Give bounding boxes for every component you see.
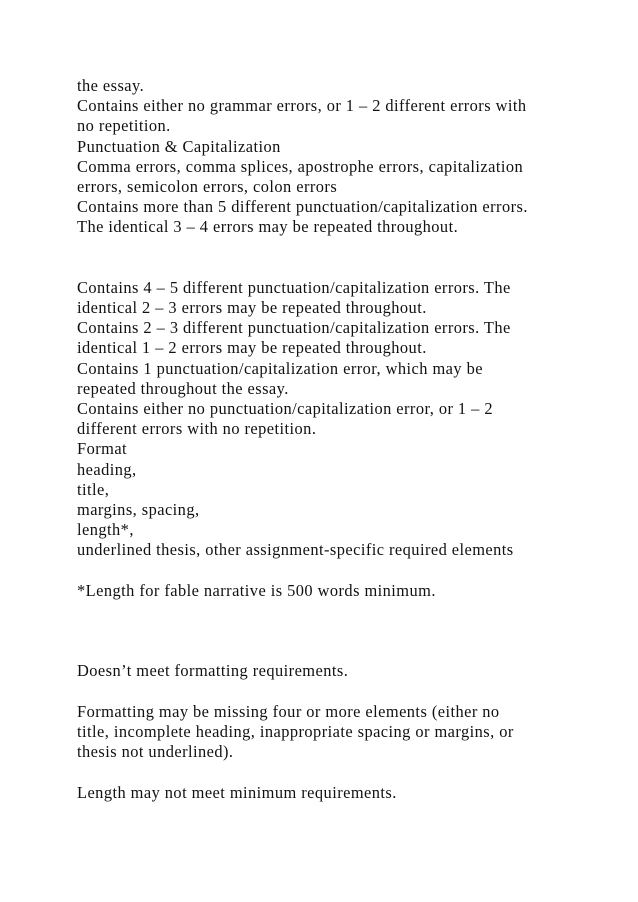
text-line: Contains 2 – 3 different punctuation/capitalization errors. The xyxy=(77,318,511,338)
blank-line xyxy=(77,762,577,782)
blank-line xyxy=(77,682,577,702)
text-line: underlined thesis, other assignment-specific required elements xyxy=(77,540,514,560)
blank-line xyxy=(77,238,577,258)
text-line: Format xyxy=(77,439,128,459)
text-line: The identical 3 – 4 errors may be repeated throughout. xyxy=(77,217,459,237)
text-line: title, incomplete heading, inappropriate spacing or margins, or xyxy=(77,722,514,741)
text-line: Comma errors, comma splices, apostrophe errors, capitalization xyxy=(77,156,524,176)
text-line: no repetition. xyxy=(77,116,171,136)
text-line: Contains either no grammar errors, or 1 – 2 different errors with xyxy=(77,96,527,116)
text-line: identical 2 – 3 errors may be repeated throughout. xyxy=(77,298,427,318)
text-line: errors, semicolon errors, colon errors xyxy=(77,176,338,196)
text-line: title, xyxy=(77,479,110,499)
text-line: Contains either no punctuation/capitalization error, or 1 – 2 xyxy=(77,399,493,418)
text-line: repeated throughout the essay. xyxy=(77,378,289,398)
text-line: Contains 1 punctuation/capitalization error, which may be xyxy=(77,358,483,378)
text-line: heading, xyxy=(77,459,137,479)
text-line: different errors with no repetition. xyxy=(77,419,317,439)
blank-line xyxy=(77,641,577,661)
text-line: Contains 4 – 5 different punctuation/capitalization errors. The xyxy=(77,277,511,297)
blank-line xyxy=(77,601,577,621)
text-line: *Length for fable narrative is 500 words minimum. xyxy=(77,580,436,600)
text-line: the essay. xyxy=(77,76,145,95)
text-line: Length may not meet minimum requirements. xyxy=(77,782,397,802)
text-line: Punctuation & Capitalization xyxy=(77,136,281,156)
text-line: thesis not underlined). xyxy=(77,742,234,762)
blank-line xyxy=(77,258,577,278)
text-line: identical 1 – 2 errors may be repeated throughout. xyxy=(77,338,427,358)
text-line: length*, xyxy=(77,520,134,540)
text-line: margins, spacing, xyxy=(77,499,200,519)
text-line: Formatting may be missing four or more elements (either no xyxy=(77,701,500,721)
blank-line xyxy=(77,621,577,641)
document-body xyxy=(77,76,577,803)
text-line: Contains more than 5 different punctuation/capitalization errors. xyxy=(77,197,528,217)
blank-line xyxy=(77,561,577,581)
text-line: Doesn’t meet formatting requirements. xyxy=(77,661,349,681)
